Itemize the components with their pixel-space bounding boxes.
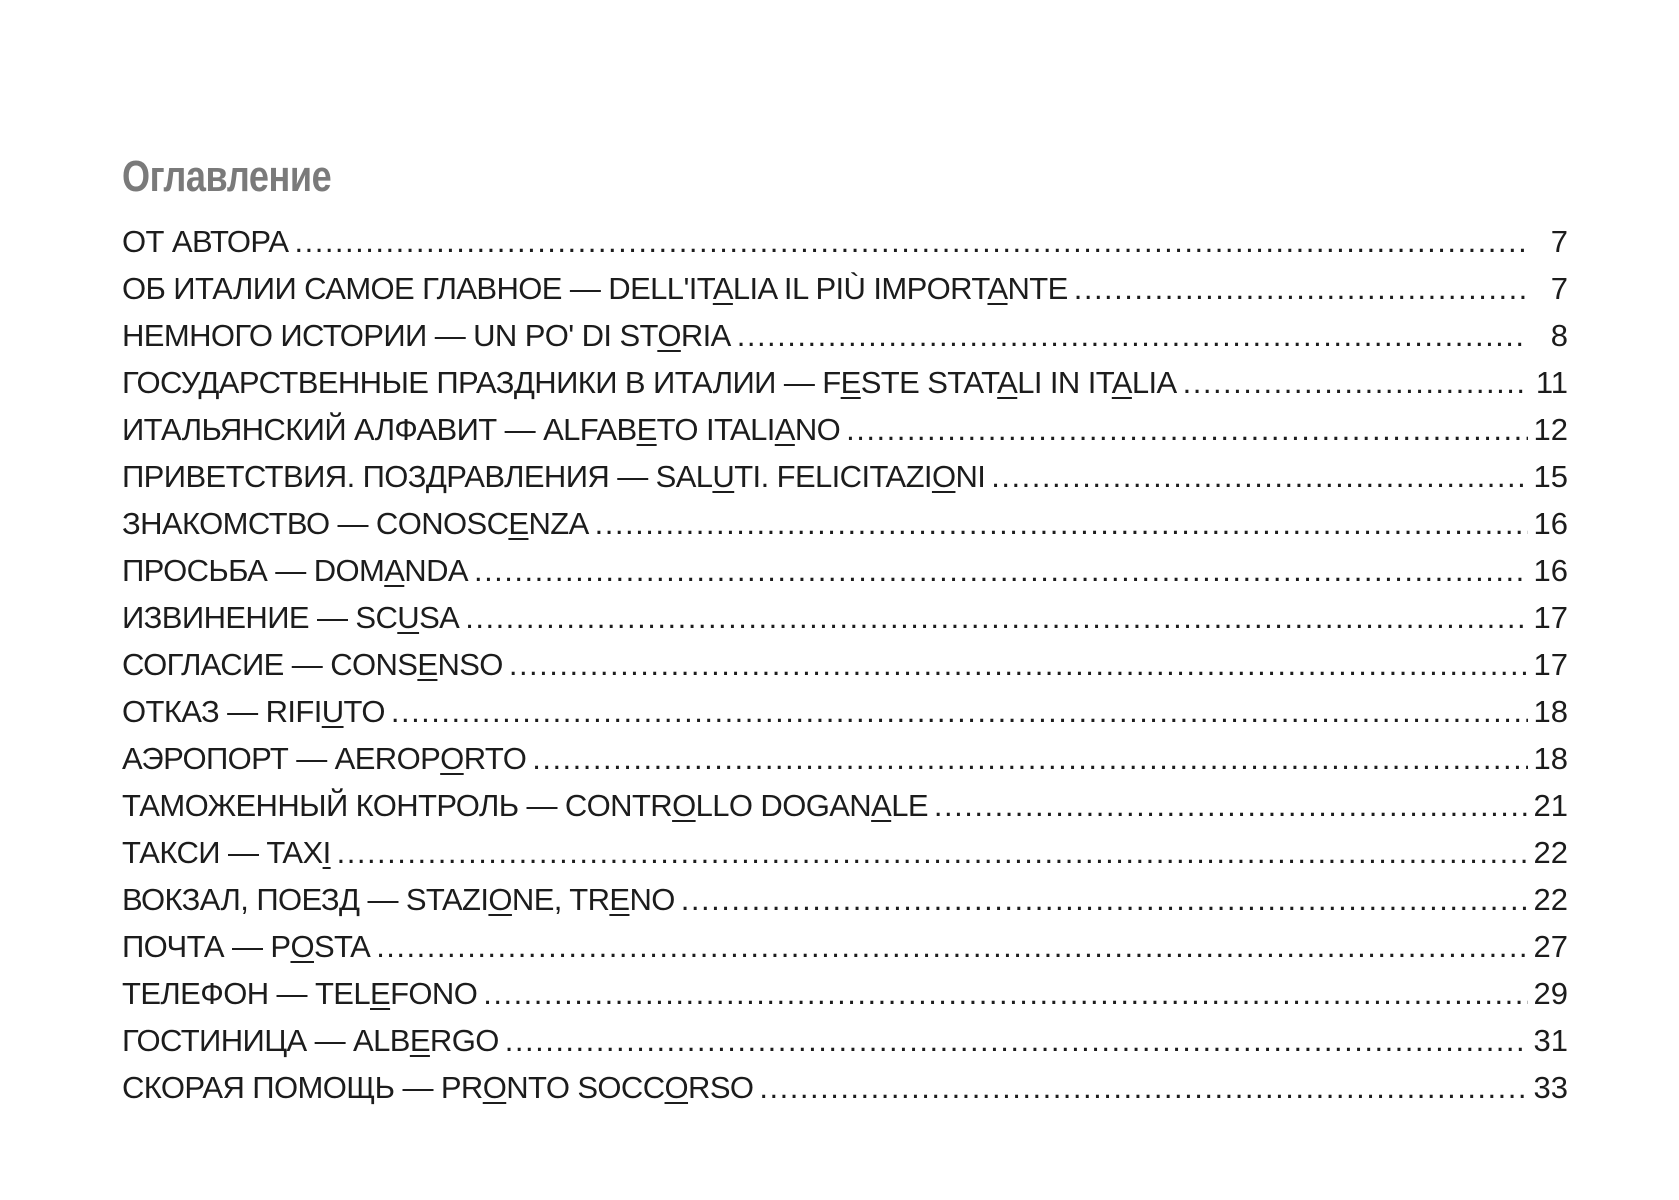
stress-mark: A <box>987 271 1008 306</box>
stress-mark: O <box>488 882 512 917</box>
dot-leader <box>483 970 1527 1017</box>
toc-entry-title: ТЕЛЕФОН — TELEFONO <box>122 976 478 1011</box>
toc-list <box>122 218 1568 1111</box>
toc-entry[interactable] <box>122 1017 1568 1064</box>
toc-page-number: 22 <box>1533 835 1568 870</box>
dot-leader <box>391 688 1528 735</box>
dot-leader <box>846 406 1527 453</box>
toc-entry-title: ВОКЗАЛ, ПОЕЗД — STAZIONE, TRENO <box>122 882 675 917</box>
dot-leader <box>1183 359 1528 406</box>
toc-page-number: 29 <box>1533 976 1568 1011</box>
toc-entry-title: ИТАЛЬЯНСКИЙ АЛФАВИТ — ALFABETO ITALIANO <box>122 412 841 447</box>
stress-mark: E <box>370 976 391 1011</box>
toc-page-number: 21 <box>1533 788 1568 823</box>
toc-entry[interactable] <box>122 265 1568 312</box>
stress-mark: O <box>440 741 464 776</box>
stress-mark: I <box>322 835 331 870</box>
toc-entry-title: ИЗВИНЕНИЕ — SCUSA <box>122 600 460 635</box>
toc-entry-title: СКОРАЯ ПОМОЩЬ — PRONTO SOCCORSO <box>122 1070 754 1105</box>
toc-entry-title: НЕМНОГО ИСТОРИИ — UN PO' DI STORIA <box>122 318 731 353</box>
toc-entry-title: ГОСТИНИЦА — ALBERGO <box>122 1023 499 1058</box>
page-title: Оглавление <box>122 152 332 201</box>
dot-leader <box>505 1017 1528 1064</box>
toc-page-number: 15 <box>1533 459 1568 494</box>
toc-entry[interactable] <box>122 735 1568 782</box>
stress-mark: A <box>384 553 405 588</box>
dot-leader <box>681 876 1528 923</box>
toc-page-number: 7 <box>1550 271 1568 306</box>
toc-entry-title: ОТКАЗ — RIFIUTO <box>122 694 385 729</box>
toc-entry[interactable] <box>122 218 1568 265</box>
toc-entry[interactable] <box>122 923 1568 970</box>
stress-mark: O <box>672 788 696 823</box>
toc-page-number: 33 <box>1533 1070 1568 1105</box>
toc-entry[interactable] <box>122 500 1568 547</box>
toc-entry[interactable] <box>122 688 1568 735</box>
stress-mark: O <box>290 929 314 964</box>
dot-leader <box>991 453 1527 500</box>
toc-entry[interactable] <box>122 406 1568 453</box>
toc-entry[interactable] <box>122 547 1568 594</box>
toc-entry-title: ПРОСЬБА — DOMANDA <box>122 553 468 588</box>
dot-leader <box>337 829 1528 876</box>
dot-leader <box>376 923 1527 970</box>
toc-entry[interactable] <box>122 782 1568 829</box>
toc-page-number: 22 <box>1533 882 1568 917</box>
toc-entry[interactable] <box>122 970 1568 1017</box>
dot-leader <box>465 594 1527 641</box>
stress-mark: E <box>609 882 630 917</box>
toc-page-number: 16 <box>1533 506 1568 541</box>
stress-mark: E <box>409 1023 430 1058</box>
toc-page-number: 11 <box>1535 365 1568 400</box>
dot-leader <box>759 1064 1527 1111</box>
stress-mark: O <box>657 318 681 353</box>
toc-page-number: 27 <box>1533 929 1568 964</box>
toc-entry-title: ОБ ИТАЛИИ САМОЕ ГЛАВНОЕ — DELL'ITALIA IL PIÙ IMPORTANTE <box>122 271 1068 306</box>
toc-page-number: 17 <box>1533 647 1568 682</box>
toc-page-number: 18 <box>1533 741 1568 776</box>
stress-mark: E <box>636 412 657 447</box>
toc-entry[interactable] <box>122 1064 1568 1111</box>
toc-entry-title: ЗНАКОМСТВО — CONOSCENZA <box>122 506 589 541</box>
toc-page-number: 16 <box>1533 553 1568 588</box>
toc-page-number: 7 <box>1550 224 1568 259</box>
table-of-contents <box>122 148 1568 1111</box>
toc-entry-title: ГОСУДАРСТВЕННЫЕ ПРАЗДНИКИ В ИТАЛИИ — FESTE STATALI IN ITALIA <box>122 365 1177 400</box>
toc-entry-title: ПОЧТА — POSTA <box>122 929 371 964</box>
stress-mark: O <box>482 1070 507 1105</box>
stress-mark: A <box>1111 365 1132 400</box>
stress-mark: A <box>712 271 733 306</box>
toc-entry[interactable] <box>122 359 1568 406</box>
stress-mark: O <box>664 1070 689 1105</box>
dot-leader <box>1074 265 1528 312</box>
stress-mark: O <box>931 459 956 494</box>
toc-page-number: 17 <box>1533 600 1568 635</box>
stress-mark: A <box>774 412 795 447</box>
toc-entry-title: СОГЛАСИЕ — CONSENSO <box>122 647 503 682</box>
stress-mark: U <box>712 459 735 494</box>
stress-mark: E <box>508 506 529 541</box>
dot-leader <box>737 312 1528 359</box>
toc-entry-title: АЭРОПОРТ — AEROPORTO <box>122 741 527 776</box>
toc-entry-title: ОТ АВТОРА <box>122 224 289 259</box>
toc-entry-title: ТАМОЖЕННЫЙ КОНТРОЛЬ — CONTROLLO DOGANALE <box>122 788 928 823</box>
stress-mark: E <box>840 365 861 400</box>
dot-leader <box>934 782 1528 829</box>
toc-entry[interactable] <box>122 594 1568 641</box>
stress-mark: A <box>871 788 892 823</box>
stress-mark: U <box>321 694 344 729</box>
dot-leader <box>294 218 1528 265</box>
dot-leader <box>509 641 1528 688</box>
dot-leader <box>474 547 1528 594</box>
toc-entry-title: ПРИВЕТСТВИЯ. ПОЗДРАВЛЕНИЯ — SALUTI. FELICITAZIONI <box>122 459 986 494</box>
toc-entry-title: ТАКСИ — TAXI <box>122 835 331 870</box>
dot-leader <box>595 500 1528 547</box>
stress-mark: E <box>417 647 438 682</box>
toc-page-number: 12 <box>1533 412 1568 447</box>
toc-page-number: 8 <box>1550 318 1568 353</box>
toc-page-number: 18 <box>1533 694 1568 729</box>
toc-entry[interactable] <box>122 312 1568 359</box>
stress-mark: U <box>397 600 420 635</box>
toc-entry[interactable] <box>122 829 1568 876</box>
dot-leader <box>532 735 1527 782</box>
toc-entry[interactable] <box>122 641 1568 688</box>
stress-mark: A <box>997 365 1018 400</box>
toc-entry[interactable] <box>122 453 1568 500</box>
toc-entry[interactable] <box>122 876 1568 923</box>
toc-page-number: 31 <box>1533 1023 1568 1058</box>
